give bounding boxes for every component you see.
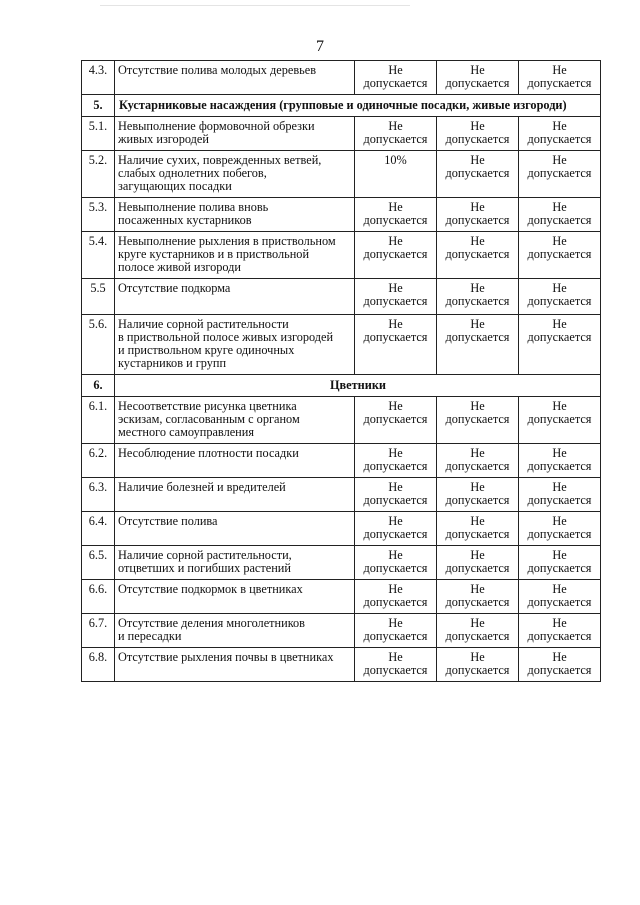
- description-line: Наличие болезней и вредителей: [118, 480, 286, 494]
- value-line: допускается: [363, 330, 428, 344]
- item-number: 6.3.: [82, 478, 115, 512]
- value-line: допускается: [363, 76, 428, 90]
- value-line: допускается: [527, 247, 592, 261]
- description-line: Наличие сорной растительности,: [118, 548, 292, 562]
- value-line: Не: [552, 63, 567, 77]
- item-description: [115, 614, 355, 648]
- description-line: Невыполнение формовочной обрезки: [118, 119, 315, 133]
- value-cell-1: [355, 614, 437, 648]
- item-number: 5.4.: [82, 232, 115, 279]
- description-line: в приствольной полосе живых изгородей: [118, 330, 334, 344]
- value-line: Не: [388, 582, 403, 596]
- value-line: допускается: [363, 527, 428, 541]
- value-line: допускается: [527, 459, 592, 473]
- value-line: Не: [552, 153, 567, 167]
- item-description: [115, 151, 355, 198]
- description-line: кустарников и групп: [118, 356, 227, 370]
- value-line: допускается: [445, 459, 510, 473]
- value-cell-2: [437, 315, 519, 375]
- value-line: допускается: [527, 527, 592, 541]
- value-cell-1: [355, 232, 437, 279]
- value-line: Не: [552, 582, 567, 596]
- value-line: допускается: [527, 663, 592, 677]
- value-cell-2: [437, 614, 519, 648]
- table-row: [82, 279, 601, 315]
- description-line: Отсутствие подкорма: [118, 281, 231, 295]
- value-cell-3: [519, 444, 601, 478]
- value-line: Не: [470, 650, 485, 664]
- value-line: допускается: [445, 629, 510, 643]
- item-number: 5.1.: [82, 117, 115, 151]
- value-cell-3: [519, 279, 601, 315]
- value-line: допускается: [445, 294, 510, 308]
- value-line: Не: [388, 63, 403, 77]
- value-cell-1: [355, 444, 437, 478]
- value-cell-2: [437, 117, 519, 151]
- value-line: допускается: [363, 629, 428, 643]
- section-number: 6.: [82, 375, 115, 397]
- value-line: Не: [388, 119, 403, 133]
- section-row: [82, 375, 601, 397]
- section-row: [82, 95, 601, 117]
- value-line: допускается: [363, 493, 428, 507]
- value-cell-3: [519, 117, 601, 151]
- value-cell-2: [437, 232, 519, 279]
- value-line: Не: [388, 650, 403, 664]
- value-line: Не: [470, 582, 485, 596]
- value-line: Не: [470, 119, 485, 133]
- value-cell-3: [519, 648, 601, 682]
- item-number: 6.2.: [82, 444, 115, 478]
- value-line: Не: [388, 616, 403, 630]
- value-cell-3: [519, 478, 601, 512]
- value-line: Не: [388, 399, 403, 413]
- value-cell-2: [437, 61, 519, 95]
- value-line: допускается: [527, 132, 592, 146]
- description-line: Невыполнение рыхления в приствольном: [118, 234, 336, 248]
- item-number: 5.6.: [82, 315, 115, 375]
- value-line: допускается: [445, 76, 510, 90]
- item-number: 5.2.: [82, 151, 115, 198]
- value-line: допускается: [527, 595, 592, 609]
- value-cell-3: [519, 198, 601, 232]
- value-line: допускается: [363, 459, 428, 473]
- value-line: допускается: [445, 247, 510, 261]
- description-line: Невыполнение полива вновь: [118, 200, 269, 214]
- description-line: живых изгородей: [118, 132, 209, 146]
- table-row: [82, 580, 601, 614]
- value-cell-2: [437, 198, 519, 232]
- value-cell-3: [519, 397, 601, 444]
- value-line: Не: [552, 616, 567, 630]
- value-line: Не: [470, 446, 485, 460]
- value-cell-1: [355, 61, 437, 95]
- item-description: [115, 580, 355, 614]
- value-cell-2: [437, 279, 519, 315]
- value-cell-3: [519, 512, 601, 546]
- value-cell-1: [355, 151, 437, 198]
- value-cell-3: [519, 61, 601, 95]
- value-line: допускается: [445, 166, 510, 180]
- value-line: допускается: [527, 629, 592, 643]
- table-row: [82, 478, 601, 512]
- value-line: Не: [388, 234, 403, 248]
- value-line: Не: [552, 234, 567, 248]
- table-row: [82, 117, 601, 151]
- value-line: Не: [470, 480, 485, 494]
- value-line: Не: [388, 281, 403, 295]
- item-description: [115, 117, 355, 151]
- value-line: Не: [470, 153, 485, 167]
- norms-table: [81, 60, 601, 682]
- value-cell-2: [437, 478, 519, 512]
- description-line: и приствольном круге одиночных: [118, 343, 295, 357]
- table-row: [82, 198, 601, 232]
- table-row: [82, 315, 601, 375]
- description-line: Наличие сорной растительности: [118, 317, 289, 331]
- table-body: [82, 61, 601, 682]
- value-line: допускается: [527, 561, 592, 575]
- item-description: [115, 478, 355, 512]
- description-line: местного самоуправления: [118, 425, 254, 439]
- value-cell-2: [437, 648, 519, 682]
- item-number: 5.3.: [82, 198, 115, 232]
- description-line: слабых однолетних побегов,: [118, 166, 267, 180]
- value-line: допускается: [445, 330, 510, 344]
- table-row: [82, 61, 601, 95]
- section-number: 5.: [82, 95, 115, 117]
- value-line: Не: [470, 63, 485, 77]
- value-line: допускается: [527, 76, 592, 90]
- value-line: Не: [552, 480, 567, 494]
- value-cell-1: [355, 279, 437, 315]
- value-line: допускается: [363, 213, 428, 227]
- value-line: допускается: [527, 294, 592, 308]
- value-cell-3: [519, 546, 601, 580]
- item-number: 5.5: [82, 279, 115, 315]
- value-line: Не: [552, 650, 567, 664]
- description-line: Наличие сухих, поврежденных ветвей,: [118, 153, 322, 167]
- table-row: [82, 444, 601, 478]
- value-line: допускается: [445, 663, 510, 677]
- description-line: Отсутствие деления многолетников: [118, 616, 305, 630]
- value-cell-1: [355, 315, 437, 375]
- value-line: допускается: [445, 493, 510, 507]
- value-line: допускается: [527, 493, 592, 507]
- value-line: допускается: [445, 412, 510, 426]
- item-number: 6.1.: [82, 397, 115, 444]
- description-line: посаженных кустарников: [118, 213, 252, 227]
- table-row: [82, 546, 601, 580]
- scan-artifact-line: [100, 5, 410, 6]
- value-line: Не: [388, 548, 403, 562]
- page-number: 7: [316, 38, 324, 55]
- table-row: [82, 151, 601, 198]
- value-line: Не: [552, 119, 567, 133]
- value-line: допускается: [363, 561, 428, 575]
- item-description: [115, 279, 355, 315]
- table-row: [82, 232, 601, 279]
- table-row: [82, 614, 601, 648]
- value-line: 10%: [384, 153, 407, 167]
- value-cell-2: [437, 512, 519, 546]
- value-line: допускается: [363, 663, 428, 677]
- value-line: Не: [388, 200, 403, 214]
- value-cell-2: [437, 580, 519, 614]
- value-line: Не: [470, 317, 485, 331]
- section-title: Цветники: [115, 375, 601, 397]
- description-line: круге кустарников и в приствольной: [118, 247, 310, 261]
- value-line: допускается: [445, 595, 510, 609]
- item-number: 6.4.: [82, 512, 115, 546]
- value-cell-2: [437, 151, 519, 198]
- description-line: отцветших и погибших растений: [118, 561, 291, 575]
- table-row: [82, 397, 601, 444]
- value-cell-1: [355, 512, 437, 546]
- value-line: Не: [470, 616, 485, 630]
- value-cell-1: [355, 580, 437, 614]
- value-line: допускается: [527, 412, 592, 426]
- value-cell-1: [355, 198, 437, 232]
- value-cell-1: [355, 397, 437, 444]
- value-line: Не: [470, 281, 485, 295]
- value-line: Не: [470, 200, 485, 214]
- value-cell-2: [437, 444, 519, 478]
- value-cell-1: [355, 648, 437, 682]
- value-line: допускается: [527, 330, 592, 344]
- section-title: Кустарниковые насаждения (групповые и одиночные посадки, живые изгороди): [115, 95, 601, 117]
- value-cell-1: [355, 478, 437, 512]
- item-number: 6.5.: [82, 546, 115, 580]
- description-line: и пересадки: [118, 629, 182, 643]
- value-line: Не: [470, 548, 485, 562]
- value-line: допускается: [445, 132, 510, 146]
- description-line: полосе живой изгороди: [118, 260, 242, 274]
- value-line: Не: [552, 548, 567, 562]
- value-line: Не: [388, 446, 403, 460]
- value-line: допускается: [363, 247, 428, 261]
- value-line: Не: [552, 281, 567, 295]
- value-line: допускается: [363, 294, 428, 308]
- item-description: [115, 232, 355, 279]
- value-line: допускается: [527, 213, 592, 227]
- value-cell-3: [519, 614, 601, 648]
- value-line: допускается: [363, 412, 428, 426]
- value-line: допускается: [445, 213, 510, 227]
- value-line: Не: [388, 480, 403, 494]
- value-cell-3: [519, 315, 601, 375]
- value-line: Не: [552, 446, 567, 460]
- value-cell-2: [437, 546, 519, 580]
- value-cell-3: [519, 232, 601, 279]
- item-description: [115, 397, 355, 444]
- value-line: Не: [552, 317, 567, 331]
- item-description: [115, 648, 355, 682]
- value-line: Не: [470, 399, 485, 413]
- item-description: [115, 546, 355, 580]
- value-line: допускается: [445, 527, 510, 541]
- table-row: [82, 648, 601, 682]
- value-cell-2: [437, 397, 519, 444]
- value-line: Не: [552, 200, 567, 214]
- description-line: Отсутствие полива: [118, 514, 218, 528]
- item-number: 6.7.: [82, 614, 115, 648]
- description-line: эскизам, согласованным с органом: [118, 412, 300, 426]
- description-line: Отсутствие полива молодых деревьев: [118, 63, 317, 77]
- description-line: Несоответствие рисунка цветника: [118, 399, 297, 413]
- value-line: Не: [552, 399, 567, 413]
- description-line: Отсутствие рыхления почвы в цветниках: [118, 650, 334, 664]
- description-line: Отсутствие подкормок в цветниках: [118, 582, 303, 596]
- value-line: Не: [470, 234, 485, 248]
- value-cell-3: [519, 580, 601, 614]
- value-line: Не: [470, 514, 485, 528]
- description-line: Несоблюдение плотности посадки: [118, 446, 299, 460]
- item-number: 4.3.: [82, 61, 115, 95]
- value-line: Не: [388, 514, 403, 528]
- value-line: допускается: [527, 166, 592, 180]
- item-description: [115, 512, 355, 546]
- value-line: допускается: [363, 132, 428, 146]
- item-description: [115, 61, 355, 95]
- item-number: 6.6.: [82, 580, 115, 614]
- value-line: Не: [388, 317, 403, 331]
- table-row: [82, 512, 601, 546]
- item-description: [115, 315, 355, 375]
- value-line: Не: [552, 514, 567, 528]
- value-line: допускается: [445, 561, 510, 575]
- value-cell-1: [355, 117, 437, 151]
- value-cell-1: [355, 546, 437, 580]
- value-line: допускается: [363, 595, 428, 609]
- description-line: загущающих посадки: [118, 179, 232, 193]
- item-number: 6.8.: [82, 648, 115, 682]
- item-description: [115, 198, 355, 232]
- value-cell-3: [519, 151, 601, 198]
- item-description: [115, 444, 355, 478]
